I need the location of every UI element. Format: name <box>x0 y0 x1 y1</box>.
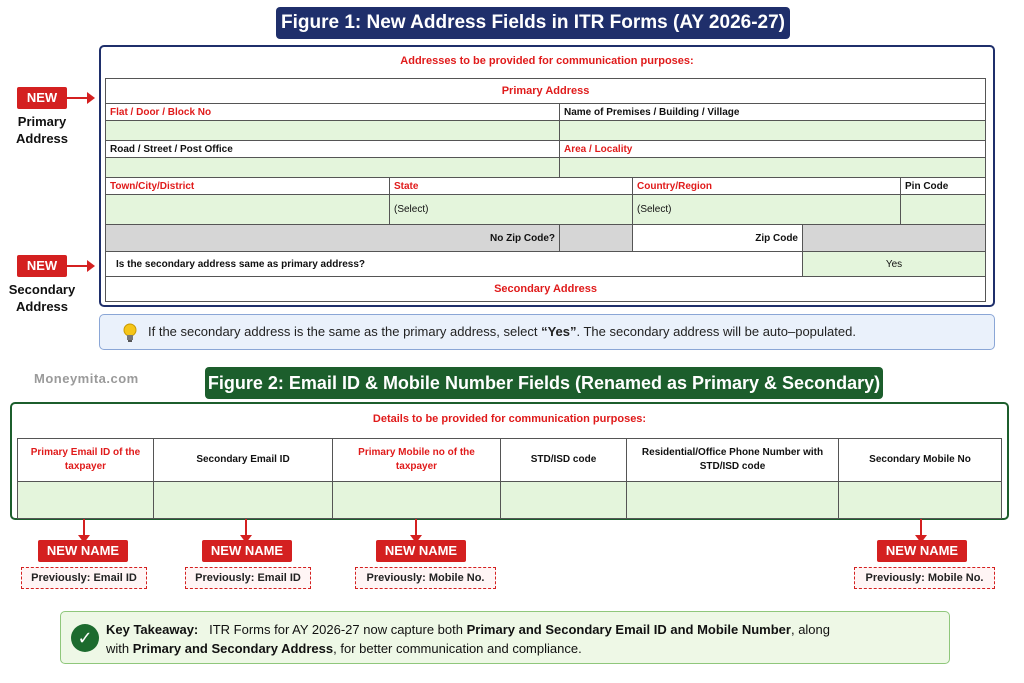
country-label: Country/Region <box>633 178 901 195</box>
new-tag-primary: NEW <box>17 87 67 109</box>
country-select[interactable]: (Select) <box>633 195 901 225</box>
pin-code-label: Pin Code <box>901 178 986 195</box>
arrow-secondary-email <box>245 519 247 537</box>
primary-email-input[interactable] <box>18 482 154 519</box>
area-locality-input[interactable] <box>560 158 986 178</box>
watermark: Moneymita.com <box>34 371 139 386</box>
address-caption: Addresses to be provided for communication purposes: <box>400 55 694 67</box>
figure2-title: Figure 2: Email ID & Mobile Number Fields (Renamed as Primary & Secondary) <box>205 367 883 399</box>
arrow-secondary <box>67 265 89 267</box>
key-takeaway-box <box>60 611 950 664</box>
new-name-tag-primary-mobile: NEW NAME <box>376 540 466 562</box>
std-isd-label: STD/ISD code <box>501 439 627 482</box>
secondary-email-input[interactable] <box>154 482 333 519</box>
tip-box <box>99 314 995 350</box>
contact-form-table <box>17 438 1002 519</box>
figure1-title: Figure 1: New Address Fields in ITR Forms (AY 2026-27) <box>276 7 790 39</box>
phone-number-input[interactable] <box>627 482 839 519</box>
road-street-label: Road / Street / Post Office <box>106 141 560 158</box>
new-name-tag-primary-email: NEW NAME <box>38 540 128 562</box>
arrow-secondary-mobile <box>920 519 922 537</box>
new-name-tag-secondary-email: NEW NAME <box>202 540 292 562</box>
flat-door-label: Flat / Door / Block No <box>106 104 560 121</box>
takeaway-line-1: Key Takeaway: ITR Forms for AY 2026-27 now capture both Primary and Secondary Email ID and Mobile Number, along <box>106 622 831 637</box>
contact-caption: Details to be provided for communication purposes: <box>372 413 647 425</box>
new-name-tag-secondary-mobile: NEW NAME <box>877 540 967 562</box>
std-isd-input[interactable] <box>501 482 627 519</box>
same-address-question: Is the secondary address same as primary address? <box>106 252 803 277</box>
road-street-input[interactable] <box>106 158 560 178</box>
flat-door-input[interactable] <box>106 121 560 141</box>
address-form-table <box>105 78 986 302</box>
tip-text: If the secondary address is the same as the primary address, select “Yes”. The secondary address will be auto–populated. <box>148 324 856 339</box>
town-city-input[interactable] <box>106 195 390 225</box>
previously-email-1: Previously: Email ID <box>21 567 147 589</box>
primary-email-label: Primary Email ID of the taxpayer <box>18 439 154 482</box>
takeaway-line-2: with Primary and Secondary Address, for better communication and compliance. <box>106 641 582 656</box>
zip-code-label: Zip Code <box>633 225 803 252</box>
secondary-address-header: Secondary Address <box>106 277 986 302</box>
zip-code-input[interactable] <box>803 225 986 252</box>
previously-mobile-2: Previously: Mobile No. <box>854 567 995 589</box>
town-city-label: Town/City/District <box>106 178 390 195</box>
checkmark-icon: ✓ <box>71 624 99 652</box>
pin-code-input[interactable] <box>901 195 986 225</box>
lightbulb-icon <box>122 323 138 343</box>
same-address-select[interactable]: Yes <box>803 252 986 277</box>
secondary-mobile-label: Secondary Mobile No <box>839 439 1002 482</box>
secondary-mobile-input[interactable] <box>839 482 1002 519</box>
previously-mobile-1: Previously: Mobile No. <box>355 567 496 589</box>
primary-address-header: Primary Address <box>106 79 986 104</box>
no-zip-code-checkbox[interactable] <box>560 225 633 252</box>
previously-email-2: Previously: Email ID <box>185 567 311 589</box>
phone-number-label: Residential/Office Phone Number with STD/ISD code <box>627 439 839 482</box>
no-zip-code-label: No Zip Code? <box>106 225 560 252</box>
secondary-address-label: Secondary Address <box>8 282 76 314</box>
new-tag-secondary: NEW <box>17 255 67 277</box>
premises-input[interactable] <box>560 121 986 141</box>
arrow-primary-mobile <box>415 519 417 537</box>
area-locality-label: Area / Locality <box>560 141 986 158</box>
primary-mobile-label: Primary Mobile no of the taxpayer <box>333 439 501 482</box>
primary-mobile-input[interactable] <box>333 482 501 519</box>
secondary-email-label: Secondary Email ID <box>154 439 333 482</box>
state-label: State <box>390 178 633 195</box>
arrow-primary <box>67 97 89 99</box>
premises-label: Name of Premises / Building / Village <box>560 104 986 121</box>
state-select[interactable]: (Select) <box>390 195 633 225</box>
arrow-primary-email <box>83 519 85 537</box>
primary-address-label: Primary Address <box>15 114 69 146</box>
